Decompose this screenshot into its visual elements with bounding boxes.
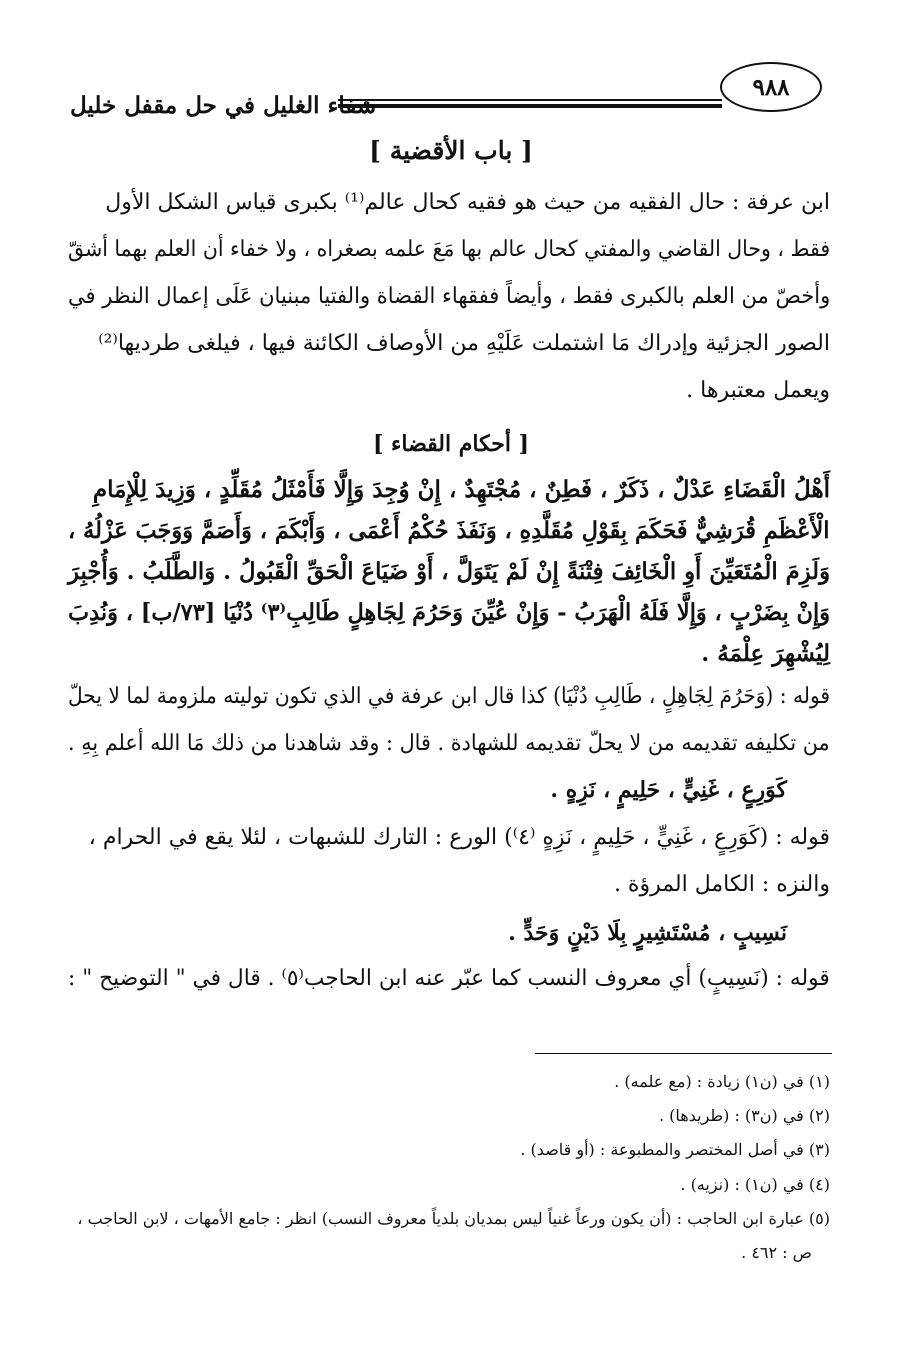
- footnote: (٥) عبارة ابن الحاجب : (أن يكون ورعاً غنياً ليس بمديان بلدياً معروف النسب) انظر : جامع الأمهات ، لابن الحاجب ،: [77, 1209, 830, 1228]
- intro-line: الصور الجزئية وإدراك مَا اشتملت عَلَيْهِ من الأوصاف الكائنة فيها ، فيلغى طرديها⁽²⁾: [98, 331, 830, 356]
- header-rule: [338, 99, 722, 108]
- matn-quote: كَوَرِعٍ ، غَنِيٍّ ، حَلِيمٍ ، نَزِهٍ .: [550, 777, 787, 803]
- commentary-line: قوله : (نَسِيبٍ) أي معروف النسب كما عبّر عنه ابن الحاجب⁽٥⁾ . قال في " التوضيح " :: [68, 966, 830, 991]
- intro-line: فقط ، وحال القاضي والمفتي كحال عالم بها مَعَ علمه بصغراه ، ولا خفاء أن العلم بهما أشقّ: [67, 237, 830, 262]
- footnote: (٤) في (ن١) : (نزيه) .: [680, 1175, 830, 1194]
- intro-line: وأخصّ من العلم بالكبرى فقط ، وأيضاً ففقهاء القضاة والفتيا مبنيان عَلَى إعمال النظر في: [67, 284, 830, 309]
- footnote-separator: [535, 1053, 832, 1054]
- page-header: [70, 62, 822, 119]
- page-number: ٩٨٨: [720, 62, 822, 112]
- footnote: (١) في (ن١) زيادة : (مع علمه) .: [614, 1072, 830, 1091]
- intro-line: ابن عرفة : حال الفقيه من حيث هو فقيه كحال عالم⁽¹⁾ بكبرى قياس الشكل الأول: [105, 190, 830, 215]
- commentary-line: والنزه : الكامل المرؤة .: [613, 872, 830, 897]
- matn-line: لِيُشْهِرَ عِلْمَهُ .: [701, 640, 830, 667]
- matn-line: وَإِنْ بِضَرْبٍ ، وَإِلَّا فَلَهُ الْهَرَبُ - وَإِنْ عُيِّنَ وَحَرُمَ لِجَاهِلٍ طَالِبِ⁽٣⁾ دُنْيَا [٧٣/ب] ، وَنُدِبَ: [67, 599, 830, 626]
- footnote: (٣) في أصل المختصر والمطبوعة : (أو قاصد) .: [520, 1140, 830, 1159]
- matn-quote: نَسِيبٍ ، مُسْتَشِيرٍ بِلَا دَيْنٍ وَحَدٍّ .: [508, 920, 787, 946]
- running-title: شفاء الغليل في حل مقفل خليل: [70, 92, 377, 119]
- chapter-heading: [ باب الأقضية ]: [369, 136, 533, 165]
- footnote: ص : ٤٦٢ .: [741, 1243, 812, 1262]
- commentary-line: قوله : (وَحَرُمَ لِجَاهِلٍ ، طَالِبِ دُنْيَا) كذا قال ابن عرفة في الذي تكون توليته ملزومة لما لا يحلّ: [67, 684, 830, 709]
- commentary-line: من تكليفه تقديمه من لا يحلّ تقديمه للشهادة . قال : وقد شاهدنا من ذلك مَا الله أعلم بِهِ .: [68, 731, 830, 756]
- commentary-line: قوله : (كَوَرِعٍ ، غَنِيٍّ ، حَلِيمٍ ، نَزِهٍ ⁽٤⁾) الورع : التارك للشبهات ، لئلا يقع في الحرام ،: [88, 825, 830, 850]
- matn-line: وَلَزِمَ الْمُتَعَيِّنَ أَوِ الْخَائِفَ فِتْنَةً إِنْ لَمْ يَتَوَلَّ ، أَوْ ضَيَاعَ الْحَقِّ الْقَبُولُ . وَالطَّلَبُ . وَأُجْبِرَ: [67, 558, 830, 585]
- matn-line: أَهْلُ الْقَضَاءِ عَدْلٌ ، ذَكَرٌ ، فَطِنٌ ، مُجْتَهِدٌ ، إِنْ وُجِدَ وَإِلَّا فَأَمْثَلُ مُقَلِّدٍ ، وَزِيدَ لِلْإِمَامِ: [92, 476, 830, 503]
- section-heading: [ أحكام القضاء ]: [372, 431, 530, 457]
- matn-line: الْأَعْظَمِ قُرَشِيٌّ فَحَكَمَ بِقَوْلِ مُقَلَّدِهِ ، وَنَفَذَ حُكْمُ أَعْمَى ، وَأَبْكَمَ ، وَأَصَمَّ وَوَجَبَ عَزْلُهُ ،: [68, 517, 830, 544]
- footnote: (٢) في (ن٣) : (طريدها) .: [658, 1106, 830, 1125]
- intro-line: ويعمل معتبرها .: [686, 378, 830, 403]
